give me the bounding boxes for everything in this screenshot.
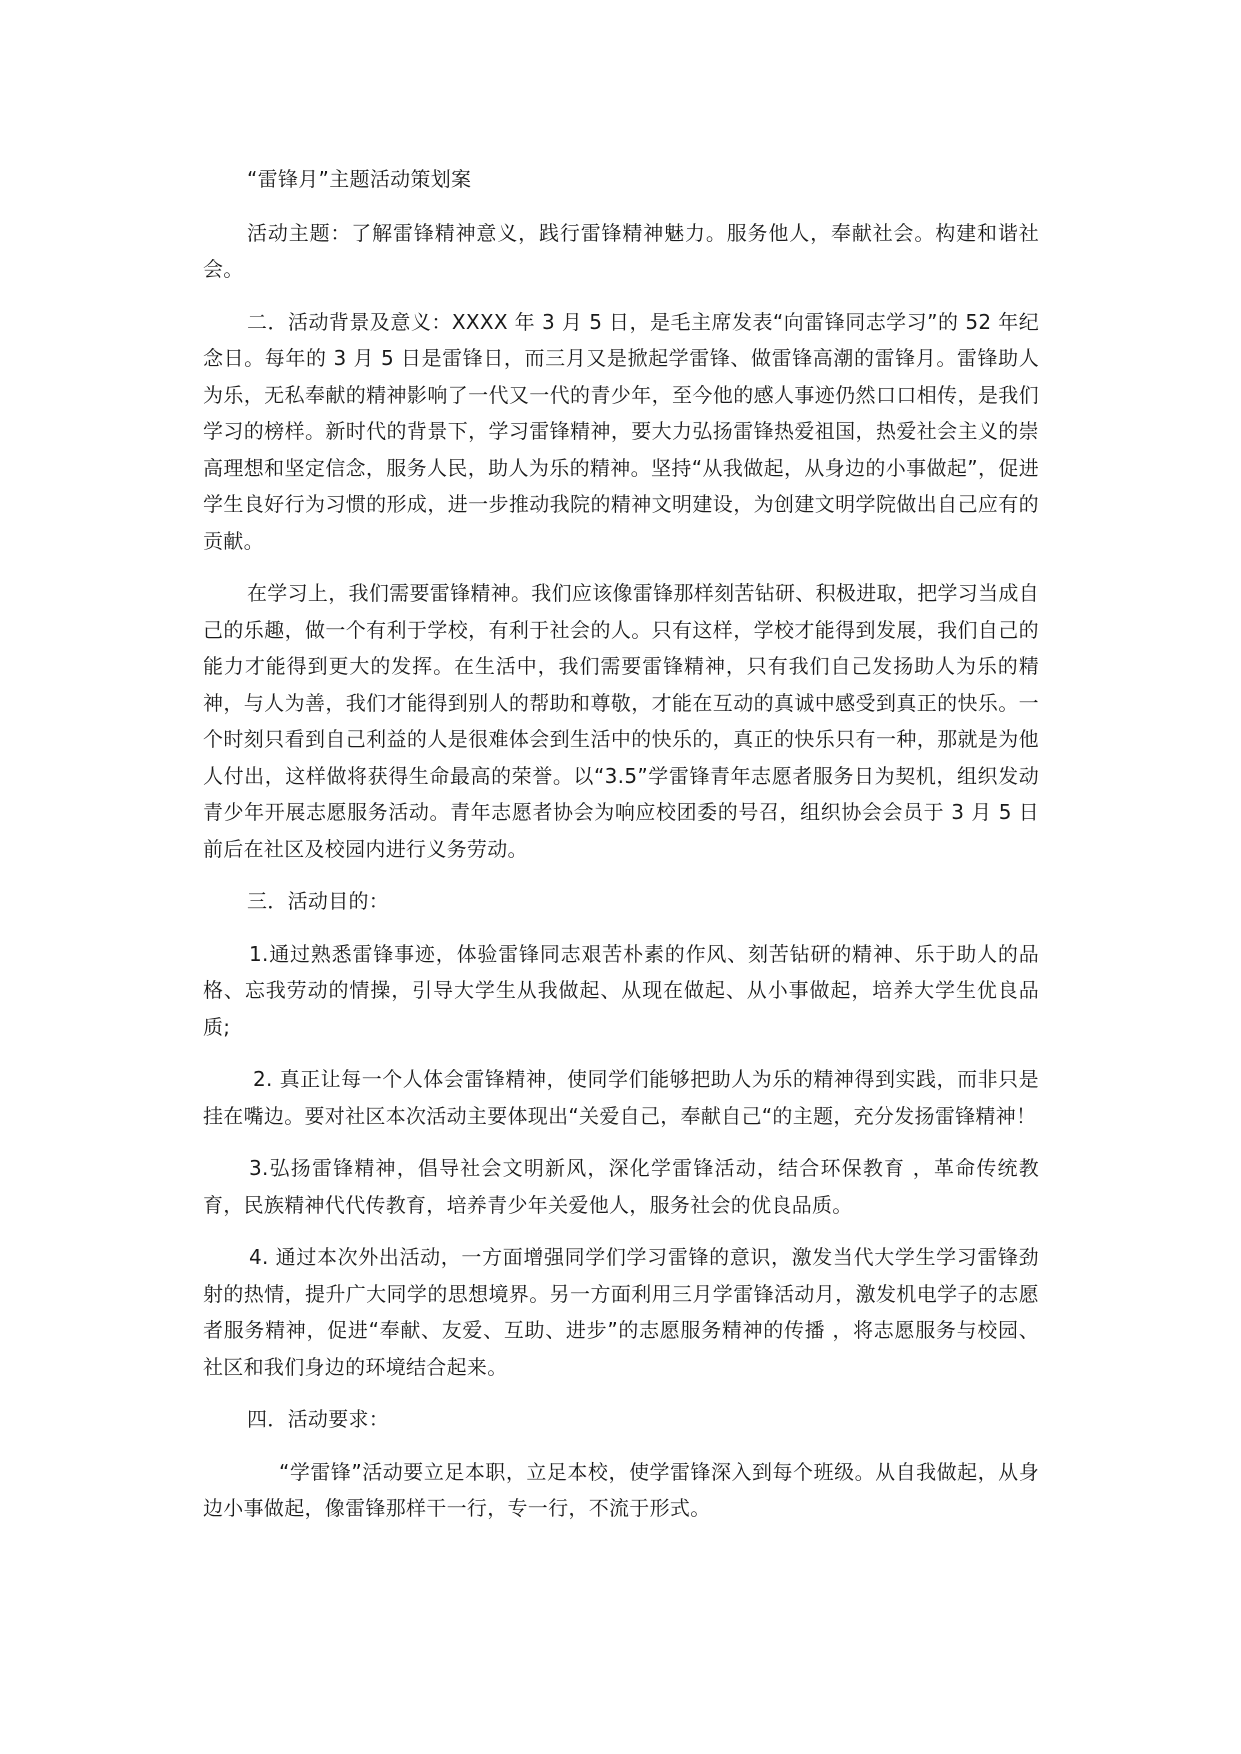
purpose-item-4: 4. 通过本次外出活动，一方面增强同学们学习雷锋的意识，激发当代大学生学习雷锋劲射的热情，提升广大同学的思想境界。另一方面利用三月学雷锋活动月，激发机电学子的志愿者服务精神，促进“奉献、友爱、互助、进步”的志愿服务精神的传播 ，将志愿服务与校园、社区和我们身边的环境结合起来。 [203,1245,1039,1379]
requirements-paragraph: “学雷锋”活动要立足本职，立足本校，使学雷锋深入到每个班级。从自我做起，从身边小事做起，像雷锋那样干一行，专一行，不流于形式。 [203,1459,1039,1520]
requirements-heading: 四．活动要求： [247,1407,390,1431]
background-paragraph: 二．活动背景及意义：XXXX 年 3 月 5 日，是毛主席发表“向雷锋同志学习”的 52 年纪念日。每年的 3 月 5 日是雷锋日，而三月又是掀起学雷锋、做雷锋高潮的雷锋月。雷锋助人为乐，无私奉献的精神影响了一代又一代的青少年，至今他的感人事迹仍然口口相传，是我们学习的榜样。新时代的背景下，学习雷锋精神，要大力弘扬雷锋热爱祖国，热爱社会主义的崇高理想和坚定信念，服务人民，助人为乐的精神。坚持“从我做起，从身边的小事做起”，促进学生良好行为习惯的形成，进一步推动我院的精神文明建设，为创建文明学院做出自己应有的贡献。 [203,309,1039,553]
document-title: “雷锋月”主题活动策划案 [247,167,472,191]
purpose-item-3: 3.弘扬雷锋精神，倡导社会文明新风，深化学雷锋活动，结合环保教育 ，革命传统教育，民族精神代代传教育，培养青少年关爱他人，服务社会的优良品质。 [203,1156,1039,1217]
purpose-item-1: 1.通过熟悉雷锋事迹，体验雷锋同志艰苦朴素的作风、刻苦钻研的精神、乐于助人的品格、忘我劳动的情操，引导大学生从我做起、从现在做起、从小事做起，培养大学生优良品质; [203,941,1039,1039]
activity-theme-paragraph: 活动主题：了解雷锋精神意义，践行雷锋精神魅力。服务他人，奉献社会。构建和谐社会。 [203,220,1039,281]
purpose-item-2: 2. 真正让每一个人体会雷锋精神，使同学们能够把助人为乐的精神得到实践，而非只是挂在嘴边。要对社区本次活动主要体现出“关爱自己，奉献自己“的主题，充分发扬雷锋精神！ [203,1067,1039,1128]
study-paragraph: 在学习上，我们需要雷锋精神。我们应该像雷锋那样刻苦钻研、积极进取，把学习当成自己的乐趣，做一个有利于学校，有利于社会的人。只有这样，学校才能得到发展，我们自己的能力才能得到更大的发挥。在生活中，我们需要雷锋精神，只有我们自己发扬助人为乐的精神，与人为善，我们才能得到别人的帮助和尊敬，才能在互动的真诚中感受到真正的快乐。一个时刻只看到自己利益的人是很难体会到生活中的快乐的，真正的快乐只有一种，那就是为他人付出，这样做将获得生命最高的荣誉。以“3.5”学雷锋青年志愿者服务日为契机，组织发动青少年开展志愿服务活动。青年志愿者协会为响应校团委的号召，组织协会会员于 3 月 5 日前后在社区及校园内进行义务劳动。 [203,581,1039,861]
purpose-heading: 三．活动目的： [247,889,390,913]
document-body [203,161,1039,1543]
